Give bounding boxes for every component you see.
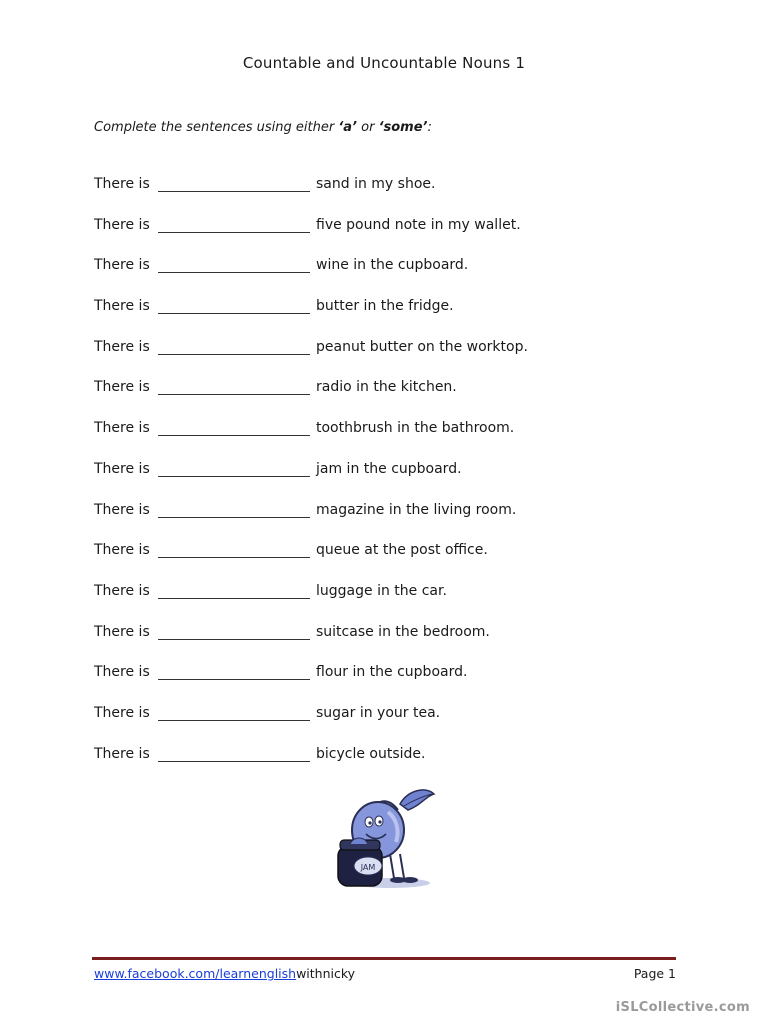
sentence-text: sugar in your tea.	[316, 704, 441, 721]
sentence-prefix: There is	[94, 216, 150, 233]
sentence-list	[94, 176, 528, 786]
sentence-prefix: There is	[94, 298, 150, 315]
sentence-row	[94, 420, 528, 461]
answer-blank[interactable]	[158, 420, 310, 436]
option-some: ‘some’	[378, 120, 428, 135]
instructions-text-middle: or	[356, 120, 379, 135]
facebook-link[interactable]	[94, 966, 296, 981]
sentence-text: jam in the cupboard.	[316, 460, 462, 477]
answer-blank[interactable]	[158, 502, 310, 518]
answer-blank[interactable]	[158, 583, 310, 599]
sentence-text: radio in the kitchen.	[316, 379, 457, 396]
sentence-prefix: There is	[94, 379, 150, 396]
answer-blank[interactable]	[158, 339, 310, 355]
sentence-row	[94, 176, 528, 217]
link-underlined: learnenglish	[219, 966, 297, 981]
sentence-text: five pound note in my wallet.	[316, 216, 521, 233]
plum-with-jam-jar-icon	[328, 784, 438, 894]
page-title: Countable and Uncountable Nouns 1	[242, 54, 526, 72]
answer-blank[interactable]	[158, 257, 310, 273]
sentence-row	[94, 257, 528, 298]
sentence-row	[94, 705, 528, 746]
sentence-text: queue at the post office.	[316, 542, 488, 559]
sentence-row	[94, 542, 528, 583]
sentence-prefix: There is	[94, 582, 150, 599]
sentence-text: luggage in the car.	[316, 582, 447, 599]
sentence-text: wine in the cupboard.	[316, 257, 469, 274]
footer-rule	[92, 957, 676, 960]
link-prefix: www.facebook.com/	[94, 966, 220, 981]
sentence-prefix: There is	[94, 460, 150, 477]
sentence-prefix: There is	[94, 664, 150, 681]
sentence-row	[94, 379, 528, 420]
sentence-prefix: There is	[94, 623, 150, 640]
answer-blank[interactable]	[158, 379, 310, 395]
sentence-text: magazine in the living room.	[316, 501, 517, 518]
sentence-row	[94, 583, 528, 624]
answer-blank[interactable]	[158, 624, 310, 640]
sentence-text: bicycle outside.	[316, 745, 426, 762]
sentence-prefix: There is	[94, 338, 150, 355]
instructions	[94, 120, 432, 135]
sentence-prefix: There is	[94, 704, 150, 721]
answer-blank[interactable]	[158, 217, 310, 233]
answer-blank[interactable]	[158, 542, 310, 558]
sentence-text: peanut butter on the worktop.	[316, 338, 528, 355]
instructions-text-end: :	[427, 120, 432, 135]
answer-blank[interactable]	[158, 461, 310, 477]
sentence-prefix: There is	[94, 420, 150, 437]
watermark: iSLCollective.com	[615, 1000, 750, 1015]
link-suffix: withnicky	[296, 966, 356, 981]
sentence-row	[94, 746, 528, 787]
sentence-row	[94, 461, 528, 502]
page-number: Page 1	[633, 966, 676, 981]
answer-blank[interactable]	[158, 664, 310, 680]
sentence-row	[94, 502, 528, 543]
sentence-prefix: There is	[94, 542, 150, 559]
sentence-text: toothbrush in the bathroom.	[316, 420, 515, 437]
sentence-row	[94, 298, 528, 339]
sentence-row	[94, 624, 528, 665]
answer-blank[interactable]	[158, 176, 310, 192]
sentence-text: butter in the fridge.	[316, 298, 454, 315]
jar-label: JAM	[360, 863, 376, 872]
answer-blank[interactable]	[158, 746, 310, 762]
sentence-prefix: There is	[94, 745, 150, 762]
instructions-text-start: Complete the sentences using either	[94, 120, 339, 135]
sentence-row	[94, 339, 528, 380]
option-a: ‘a’	[338, 120, 357, 135]
sentence-prefix: There is	[94, 176, 150, 192]
sentence-text: suitcase in the bedroom.	[316, 623, 490, 640]
sentence-prefix: There is	[94, 501, 150, 518]
sentence-row	[94, 664, 528, 705]
sentence-row	[94, 217, 528, 258]
footer-link[interactable]	[94, 966, 355, 981]
sentence-prefix: There is	[94, 257, 150, 274]
sentence-text: flour in the cupboard.	[316, 664, 468, 681]
answer-blank[interactable]	[158, 298, 310, 314]
answer-blank[interactable]	[158, 705, 310, 721]
sentence-text: sand in my shoe.	[316, 176, 436, 192]
